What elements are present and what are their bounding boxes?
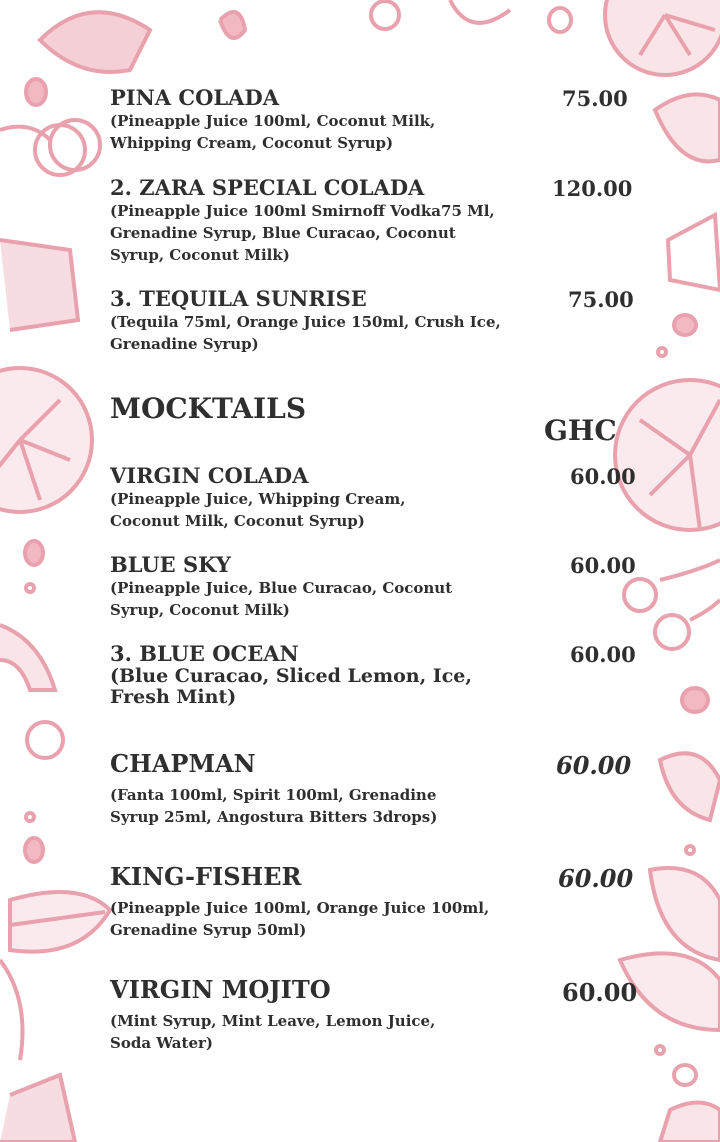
item-description: (Pineapple Juice 100ml Smirnoff Vodka75 Ml, Grenadine Syrup, Blue Curacao, Coconut Syrup, Coconut Milk) [110, 202, 495, 264]
item-description: (Pineapple Juice 100ml, Coconut Milk, Whipping Cream, Coconut Syrup) [110, 112, 436, 152]
item-price: 60.00 [570, 553, 636, 578]
menu-item [110, 176, 530, 266]
menu-item [110, 642, 530, 708]
item-price: 75.00 [562, 86, 628, 111]
menu-item [110, 86, 530, 154]
item-name: VIRGIN COLADA [110, 463, 309, 488]
currency-label: GHC [544, 414, 617, 447]
item-description: (Pineapple Juice, Whipping Cream, Coconut Milk, Coconut Syrup) [110, 490, 406, 530]
item-name: VIRGIN MOJITO [110, 975, 331, 1004]
item-name: PINA COLADA [110, 85, 279, 110]
item-name: CHAPMAN [110, 749, 256, 778]
item-price: 60.00 [570, 464, 636, 489]
menu-item [110, 976, 530, 1054]
item-description: (Blue Curacao, Sliced Lemon, Ice, Fresh Mint) [110, 665, 472, 708]
menu-item [110, 464, 530, 532]
item-price: 60.00 [570, 642, 636, 667]
item-name: 2. ZARA SPECIAL COLADA [110, 175, 425, 200]
item-description: (Mint Syrup, Mint Leave, Lemon Juice, Soda Water) [110, 1012, 436, 1052]
item-name: 3. TEQUILA SUNRISE [110, 286, 367, 311]
menu-item [110, 287, 530, 355]
menu-item [110, 750, 530, 828]
item-price: 60.00 [556, 751, 632, 780]
item-price: 75.00 [568, 287, 634, 312]
item-price: 60.00 [562, 978, 638, 1007]
section-heading: MOCKTAILS [110, 392, 307, 425]
item-description: (Pineapple Juice, Blue Curacao, Coconut Syrup, Coconut Milk) [110, 579, 453, 619]
item-price: 60.00 [558, 864, 634, 893]
item-name: BLUE SKY [110, 552, 231, 577]
item-description: (Tequila 75ml, Orange Juice 150ml, Crush Ice, Grenadine Syrup) [110, 313, 501, 353]
item-description: (Pineapple Juice 100ml, Orange Juice 100ml, Grenadine Syrup 50ml) [110, 899, 490, 939]
menu-item [110, 863, 530, 941]
item-name: KING-FISHER [110, 862, 302, 891]
item-description: (Fanta 100ml, Spirit 100ml, Grenadine Syrup 25ml, Angostura Bitters 3drops) [110, 786, 438, 826]
menu-item [110, 553, 530, 621]
item-name: 3. BLUE OCEAN [110, 641, 299, 666]
item-price: 120.00 [552, 176, 633, 201]
